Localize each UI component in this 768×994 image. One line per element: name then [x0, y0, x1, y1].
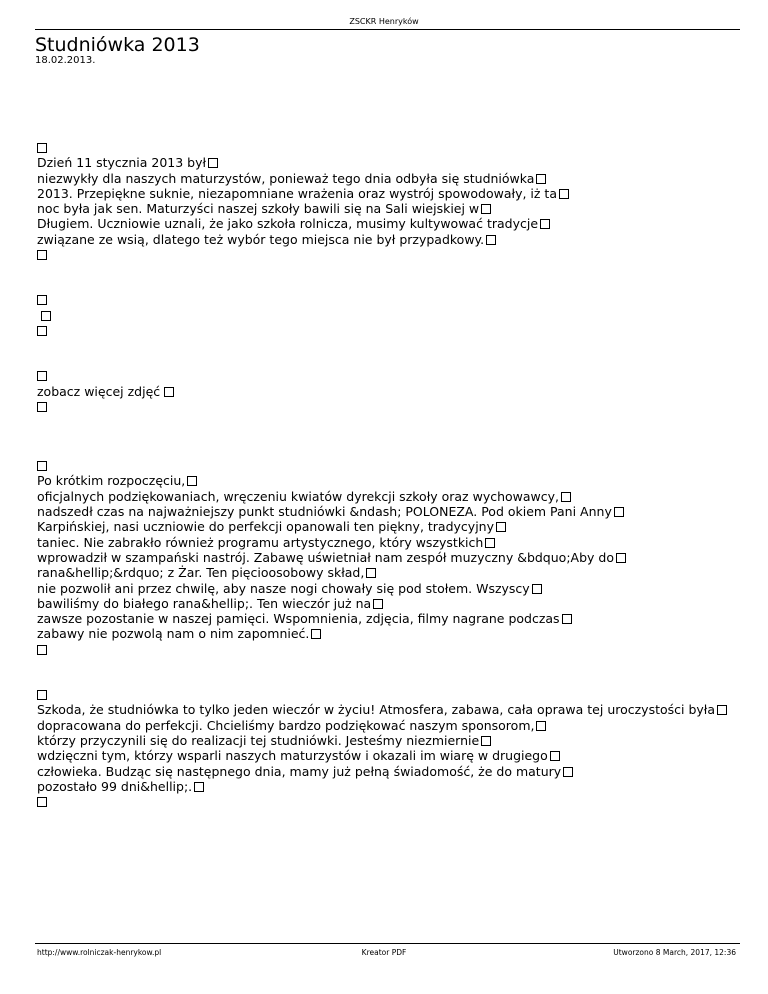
header-site-name: ZSCKR Henryków: [349, 17, 419, 26]
text-line: człowieka. Budząc się następnego dnia, mamy już pełną świadomość, że do matury: [37, 764, 737, 779]
text-line: Karpińskiej, nasi uczniowie do perfekcji opanowali ten piękny, tradycyjny: [37, 519, 737, 534]
text-line: pozostało 99 dni&hellip;.: [37, 779, 737, 794]
text-line: wprowadził w szampański nastrój. Zabawę uświetniał nam zespół muzyczny &bdquo;Aby do: [37, 550, 737, 565]
paragraph-event: [37, 473, 737, 641]
more-photos-link[interactable]: zobacz więcej zdjęć: [37, 383, 161, 399]
text-line: Szkoda, że studniówka to tylko jeden wieczór w życiu! Atmosfera, zabawa, cała oprawa tej uroczystości była: [37, 702, 737, 717]
footer-created: Utworzono 8 March, 2017, 12:36: [613, 948, 736, 957]
image-placeholder: [37, 323, 737, 338]
text-line: taniec. Nie zabrakło również programu artystycznego, który wszystkich: [37, 535, 737, 550]
footer-url[interactable]: http://www.rolniczak-henrykow.pl: [37, 948, 162, 957]
footer-divider: [35, 943, 740, 944]
text-line: oficjalnych podziękowaniach, wręczeniu kwiatów dyrekcji szkoły oraz wychowawcy,: [37, 489, 737, 504]
text-line: bawiliśmy do białego rana&hellip;. Ten wieczór już na: [37, 596, 737, 611]
placeholder-glyph: [37, 247, 737, 262]
placeholder-glyph: [160, 384, 174, 399]
text-line: zabawy nie pozwolą nam o nim zapomnieć.: [37, 626, 737, 641]
paragraph-intro: [37, 155, 737, 247]
placeholder-glyph: [37, 794, 737, 809]
placeholder-glyph: [37, 687, 737, 702]
text-line: dopracowana do perfekcji. Chcieliśmy bardzo podziękować naszym sponsorom,: [37, 718, 737, 733]
header-divider: [35, 29, 740, 30]
text-line: wdzięczni tym, którzy wsparli naszych maturzystów i okazali im wiarę w drugiego: [37, 748, 737, 763]
article-date: 18.02.2013.: [35, 55, 96, 66]
placeholder-glyph: [37, 368, 737, 383]
text-line: zawsze pozostanie w naszej pamięci. Wspomnienia, zdjęcia, filmy nagrane podczas: [37, 611, 737, 626]
placeholder-glyph: [37, 458, 737, 473]
text-line: Dzień 11 stycznia 2013 był: [37, 155, 737, 170]
paragraph-closing: [37, 702, 737, 794]
text-line: noc była jak sen. Maturzyści naszej szkoły bawili się na Sali wiejskiej w: [37, 201, 737, 216]
more-photos-row: [37, 384, 737, 399]
text-line: którzy przyczynili się do realizacji tej studniówki. Jesteśmy niezmiernie: [37, 733, 737, 748]
placeholder-glyph: [37, 642, 737, 657]
article-body: [37, 140, 737, 809]
spacer: [37, 414, 737, 458]
spacer: [37, 657, 737, 687]
spacer: [37, 262, 737, 292]
placeholder-glyph: [37, 399, 737, 414]
text-line: nie pozwolił ani przez chwilę, aby nasze nogi chowały się pod stołem. Wszyscy: [37, 581, 737, 596]
text-line: 2013. Przepiękne suknie, niezapomniane wrażenia oraz wystrój spowodowały, iż ta: [37, 186, 737, 201]
text-line: niezwykły dla naszych maturzystów, ponieważ tego dnia odbyła się studniówka: [37, 171, 737, 186]
text-line: Po krótkim rozpoczęciu,: [37, 473, 737, 488]
placeholder-glyph: [37, 140, 737, 155]
text-line: związane ze wsią, dlatego też wybór tego miejsca nie był przypadkowy.: [37, 232, 737, 247]
text-line: rana&hellip;&rdquo; z Żar. Ten pięcioosobowy skład,: [37, 565, 737, 580]
article-title: Studniówka 2013: [35, 34, 200, 56]
text-line: nadszedł czas na najważniejszy punkt studniówki &ndash; POLONEZA. Pod okiem Pani Anny: [37, 504, 737, 519]
spacer: [37, 338, 737, 368]
image-placeholder: [37, 292, 737, 307]
image-placeholder: [37, 308, 737, 323]
footer-generator: Kreator PDF: [361, 948, 407, 957]
text-line: Długiem. Uczniowie uznali, że jako szkoła rolnicza, musimy kultywować tradycje: [37, 216, 737, 231]
